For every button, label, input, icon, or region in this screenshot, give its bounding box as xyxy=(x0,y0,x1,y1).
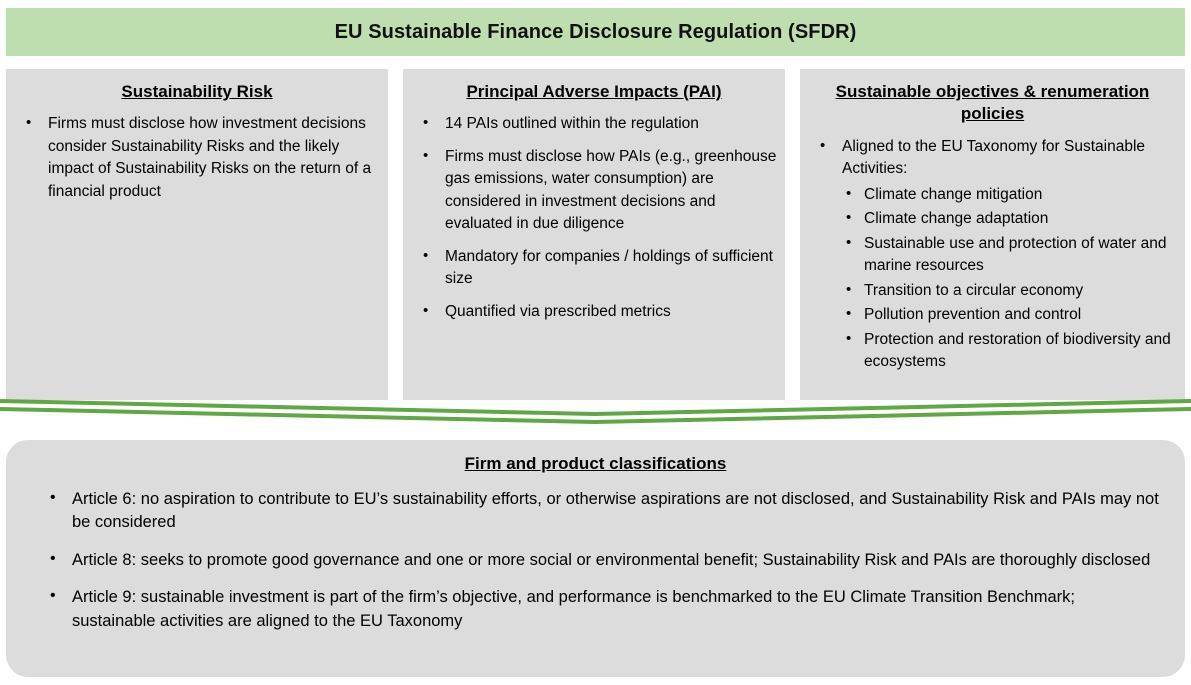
sub-bullet-text: Transition to a circular economy xyxy=(864,281,1084,299)
list-item xyxy=(411,146,777,236)
list-item xyxy=(808,136,1177,374)
bullet-text: Article 6: no aspiration to contribute to EU’s sustainability efforts, or otherwise aspirations are not disclosed, and Sustainability Risk and PAIs may not be considered xyxy=(72,490,1159,532)
title-banner xyxy=(6,8,1185,56)
bottom-bullet-list xyxy=(32,488,1159,633)
sub-bullet-text: Protection and restoration of biodiversity and ecosystems xyxy=(864,330,1171,371)
bullet-text: Article 9: sustainable investment is part of the firm’s objective, and performance is benchmarked to the EU Climate Transition Benchmark; sustainable activities are aligned to the EU Taxonomy xyxy=(72,588,1075,630)
column-sustainability-risk xyxy=(6,69,388,400)
column-bullet-list xyxy=(808,136,1177,374)
green-connector-arrow xyxy=(0,398,1191,428)
column-bullet-list xyxy=(411,113,777,323)
column-heading: Principal Adverse Impacts (PAI) xyxy=(466,82,722,101)
sub-bullet-list xyxy=(842,184,1177,374)
column-bullet-list xyxy=(14,113,380,203)
bullet-text: Article 8: seeks to promote good governance and one or more social or environmental benefit; Sustainability Risk and PAIs are thoroughly disclosed xyxy=(72,550,1151,569)
bottom-heading: Firm and product classifications xyxy=(464,454,727,473)
list-item xyxy=(842,280,1177,302)
list-item xyxy=(842,233,1177,278)
list-item xyxy=(14,113,380,203)
bullet-text: 14 PAIs outlined within the regulation xyxy=(445,115,699,133)
bullet-text: Firms must disclose how PAIs (e.g., greenhouse gas emissions, water consumption) are considered in investment decisions and evaluated in due diligence xyxy=(445,147,777,233)
list-item xyxy=(32,586,1159,633)
list-item xyxy=(842,329,1177,374)
bullet-text: Quantified via prescribed metrics xyxy=(445,302,671,320)
list-item xyxy=(32,488,1159,535)
sub-bullet-text: Climate change mitigation xyxy=(864,185,1043,203)
page-title: EU Sustainable Finance Disclosure Regulation (SFDR) xyxy=(334,20,857,43)
list-item xyxy=(411,113,777,135)
list-item xyxy=(842,184,1177,206)
list-item xyxy=(411,301,777,323)
column-sustainable-objectives xyxy=(800,69,1185,400)
column-heading: Sustainable objectives & renumeration policies xyxy=(835,82,1150,124)
list-item xyxy=(32,549,1159,572)
bullet-text: Aligned to the EU Taxonomy for Sustainable Activities: xyxy=(842,137,1146,178)
bottom-classifications-box xyxy=(6,440,1185,677)
list-item xyxy=(842,304,1177,326)
bullet-text: Mandatory for companies / holdings of sufficient size xyxy=(445,247,773,288)
sub-bullet-text: Sustainable use and protection of water and marine resources xyxy=(864,234,1167,275)
column-principal-adverse-impacts xyxy=(403,69,785,400)
sub-bullet-text: Pollution prevention and control xyxy=(864,306,1082,324)
list-item xyxy=(411,246,777,291)
column-heading: Sustainability Risk xyxy=(121,82,273,101)
sub-bullet-text: Climate change adaptation xyxy=(864,210,1049,228)
list-item xyxy=(842,208,1177,230)
bullet-text: Firms must disclose how investment decisions consider Sustainability Risks and the likely impact of Sustainability Risks on the return of a financial product xyxy=(48,115,372,200)
